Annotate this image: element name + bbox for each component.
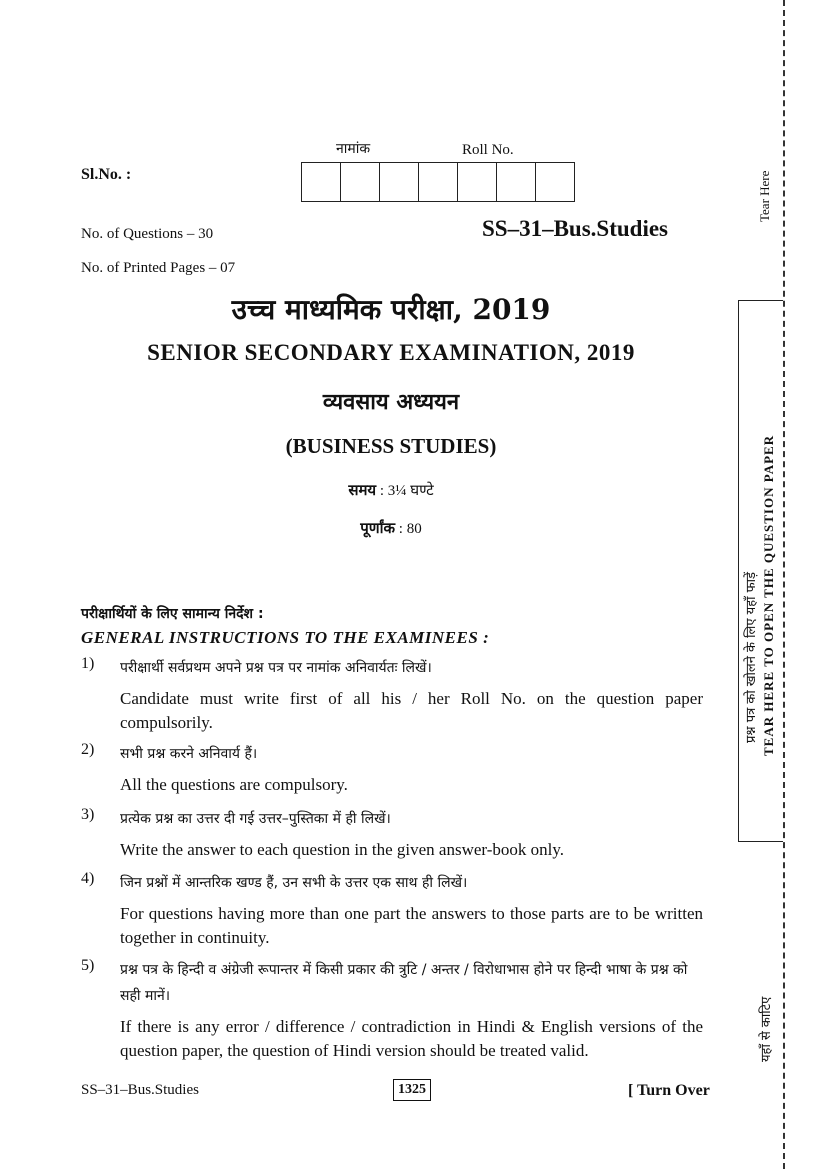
instruction-english: For questions having more than one part the answers to those parts are to be written together in continuity. xyxy=(120,904,703,947)
instruction-english: Write the answer to each question in the given answer-book only. xyxy=(120,840,564,859)
roll-box xyxy=(380,163,419,201)
question-count: No. of Questions – 30 xyxy=(81,226,214,242)
instruction-number: 5) xyxy=(81,957,95,974)
instruction-english: All the questions are compulsory. xyxy=(120,775,348,794)
subject-hindi: व्यवसाय अध्ययन xyxy=(322,389,460,415)
cut-here-hindi: यहाँ से काटिए xyxy=(759,996,774,1062)
tear-line xyxy=(783,0,785,1169)
tear-here-label: Tear Here xyxy=(757,170,772,222)
exam-title-hindi: उच्च माध्यमिक परीक्षा, 2019 xyxy=(231,293,551,326)
tear-instruction-box xyxy=(738,300,783,842)
roll-label-hindi: नामांक xyxy=(336,141,371,157)
instruction-hindi: जिन प्रश्नों में आन्तरिक खण्ड हैं, उन सभी के उत्तर एक साथ ही लिखें। xyxy=(120,875,468,891)
roll-label-english: Roll No. xyxy=(462,142,514,158)
instruction-number: 3) xyxy=(81,806,95,823)
instructions-heading-hindi: परीक्षार्थियों के लिए सामान्य निर्देश : xyxy=(81,606,264,622)
roll-number-boxes xyxy=(301,162,575,202)
instruction-hindi: परीक्षार्थी सर्वप्रथम अपने प्रश्न पत्र पर नामांक अनिवार्यतः लिखें। xyxy=(120,660,432,676)
roll-box xyxy=(341,163,380,201)
roll-box xyxy=(536,163,574,201)
marks-label: पूर्णांक xyxy=(360,519,396,537)
footer-paper-code: SS–31–Bus.Studies xyxy=(81,1082,199,1098)
instruction-number: 1) xyxy=(81,655,95,672)
time-value: : 3¼ घण्टे xyxy=(379,483,434,499)
instruction-item xyxy=(81,870,703,950)
roll-box xyxy=(302,163,341,201)
instruction-number: 2) xyxy=(81,741,95,758)
subject-english: (BUSINESS STUDIES) xyxy=(285,434,497,458)
roll-box xyxy=(458,163,497,201)
instructions-heading-english: GENERAL INSTRUCTIONS TO THE EXAMINEES : xyxy=(81,628,490,647)
max-marks xyxy=(81,518,701,538)
instruction-number: 4) xyxy=(81,870,95,887)
serial-number-label: Sl.No. : xyxy=(81,166,132,183)
instruction-hindi: प्रत्येक प्रश्न का उत्तर दी गई उत्तर–पुस्तिका में ही लिखें। xyxy=(120,811,391,827)
roll-box xyxy=(419,163,458,201)
printed-pages: No. of Printed Pages – 07 xyxy=(81,260,236,276)
instruction-hindi: सभी प्रश्न करने अनिवार्य हैं। xyxy=(120,746,258,762)
instruction-english: If there is any error / difference / contradiction in Hindi & English versions of the question paper, the question of Hindi version should be treated valid. xyxy=(120,1017,703,1060)
paper-code: SS–31–Bus.Studies xyxy=(482,216,668,241)
turn-over-label: [ Turn Over xyxy=(628,1082,710,1099)
instruction-item xyxy=(81,655,703,735)
tear-instruction-hindi: प्रश्न पत्र को खोलने के लिए यहाँ फाड़ें xyxy=(744,572,759,743)
instruction-item xyxy=(81,957,703,1063)
exam-duration xyxy=(81,480,701,500)
instruction-item xyxy=(81,741,703,797)
marks-value: : 80 xyxy=(398,521,422,537)
exam-title-english: SENIOR SECONDARY EXAMINATION, 2019 xyxy=(147,340,635,365)
roll-box xyxy=(497,163,536,201)
time-label: समय xyxy=(348,481,377,499)
instruction-english: Candidate must write first of all his / her Roll No. on the question paper compulsorily. xyxy=(120,689,703,732)
instruction-item xyxy=(81,806,703,862)
instruction-hindi: प्रश्न पत्र के हिन्दी व अंग्रेजी रूपान्तर में किसी प्रकार की त्रुटि / अन्तर / विरोधाभास होने पर हिन्दी भाषा के प्रश्न को सही मानें। xyxy=(120,962,688,1004)
tear-instruction-english: TEAR HERE TO OPEN THE QUESTION PAPER xyxy=(761,434,776,756)
footer-page-box: 1325 xyxy=(393,1079,431,1101)
